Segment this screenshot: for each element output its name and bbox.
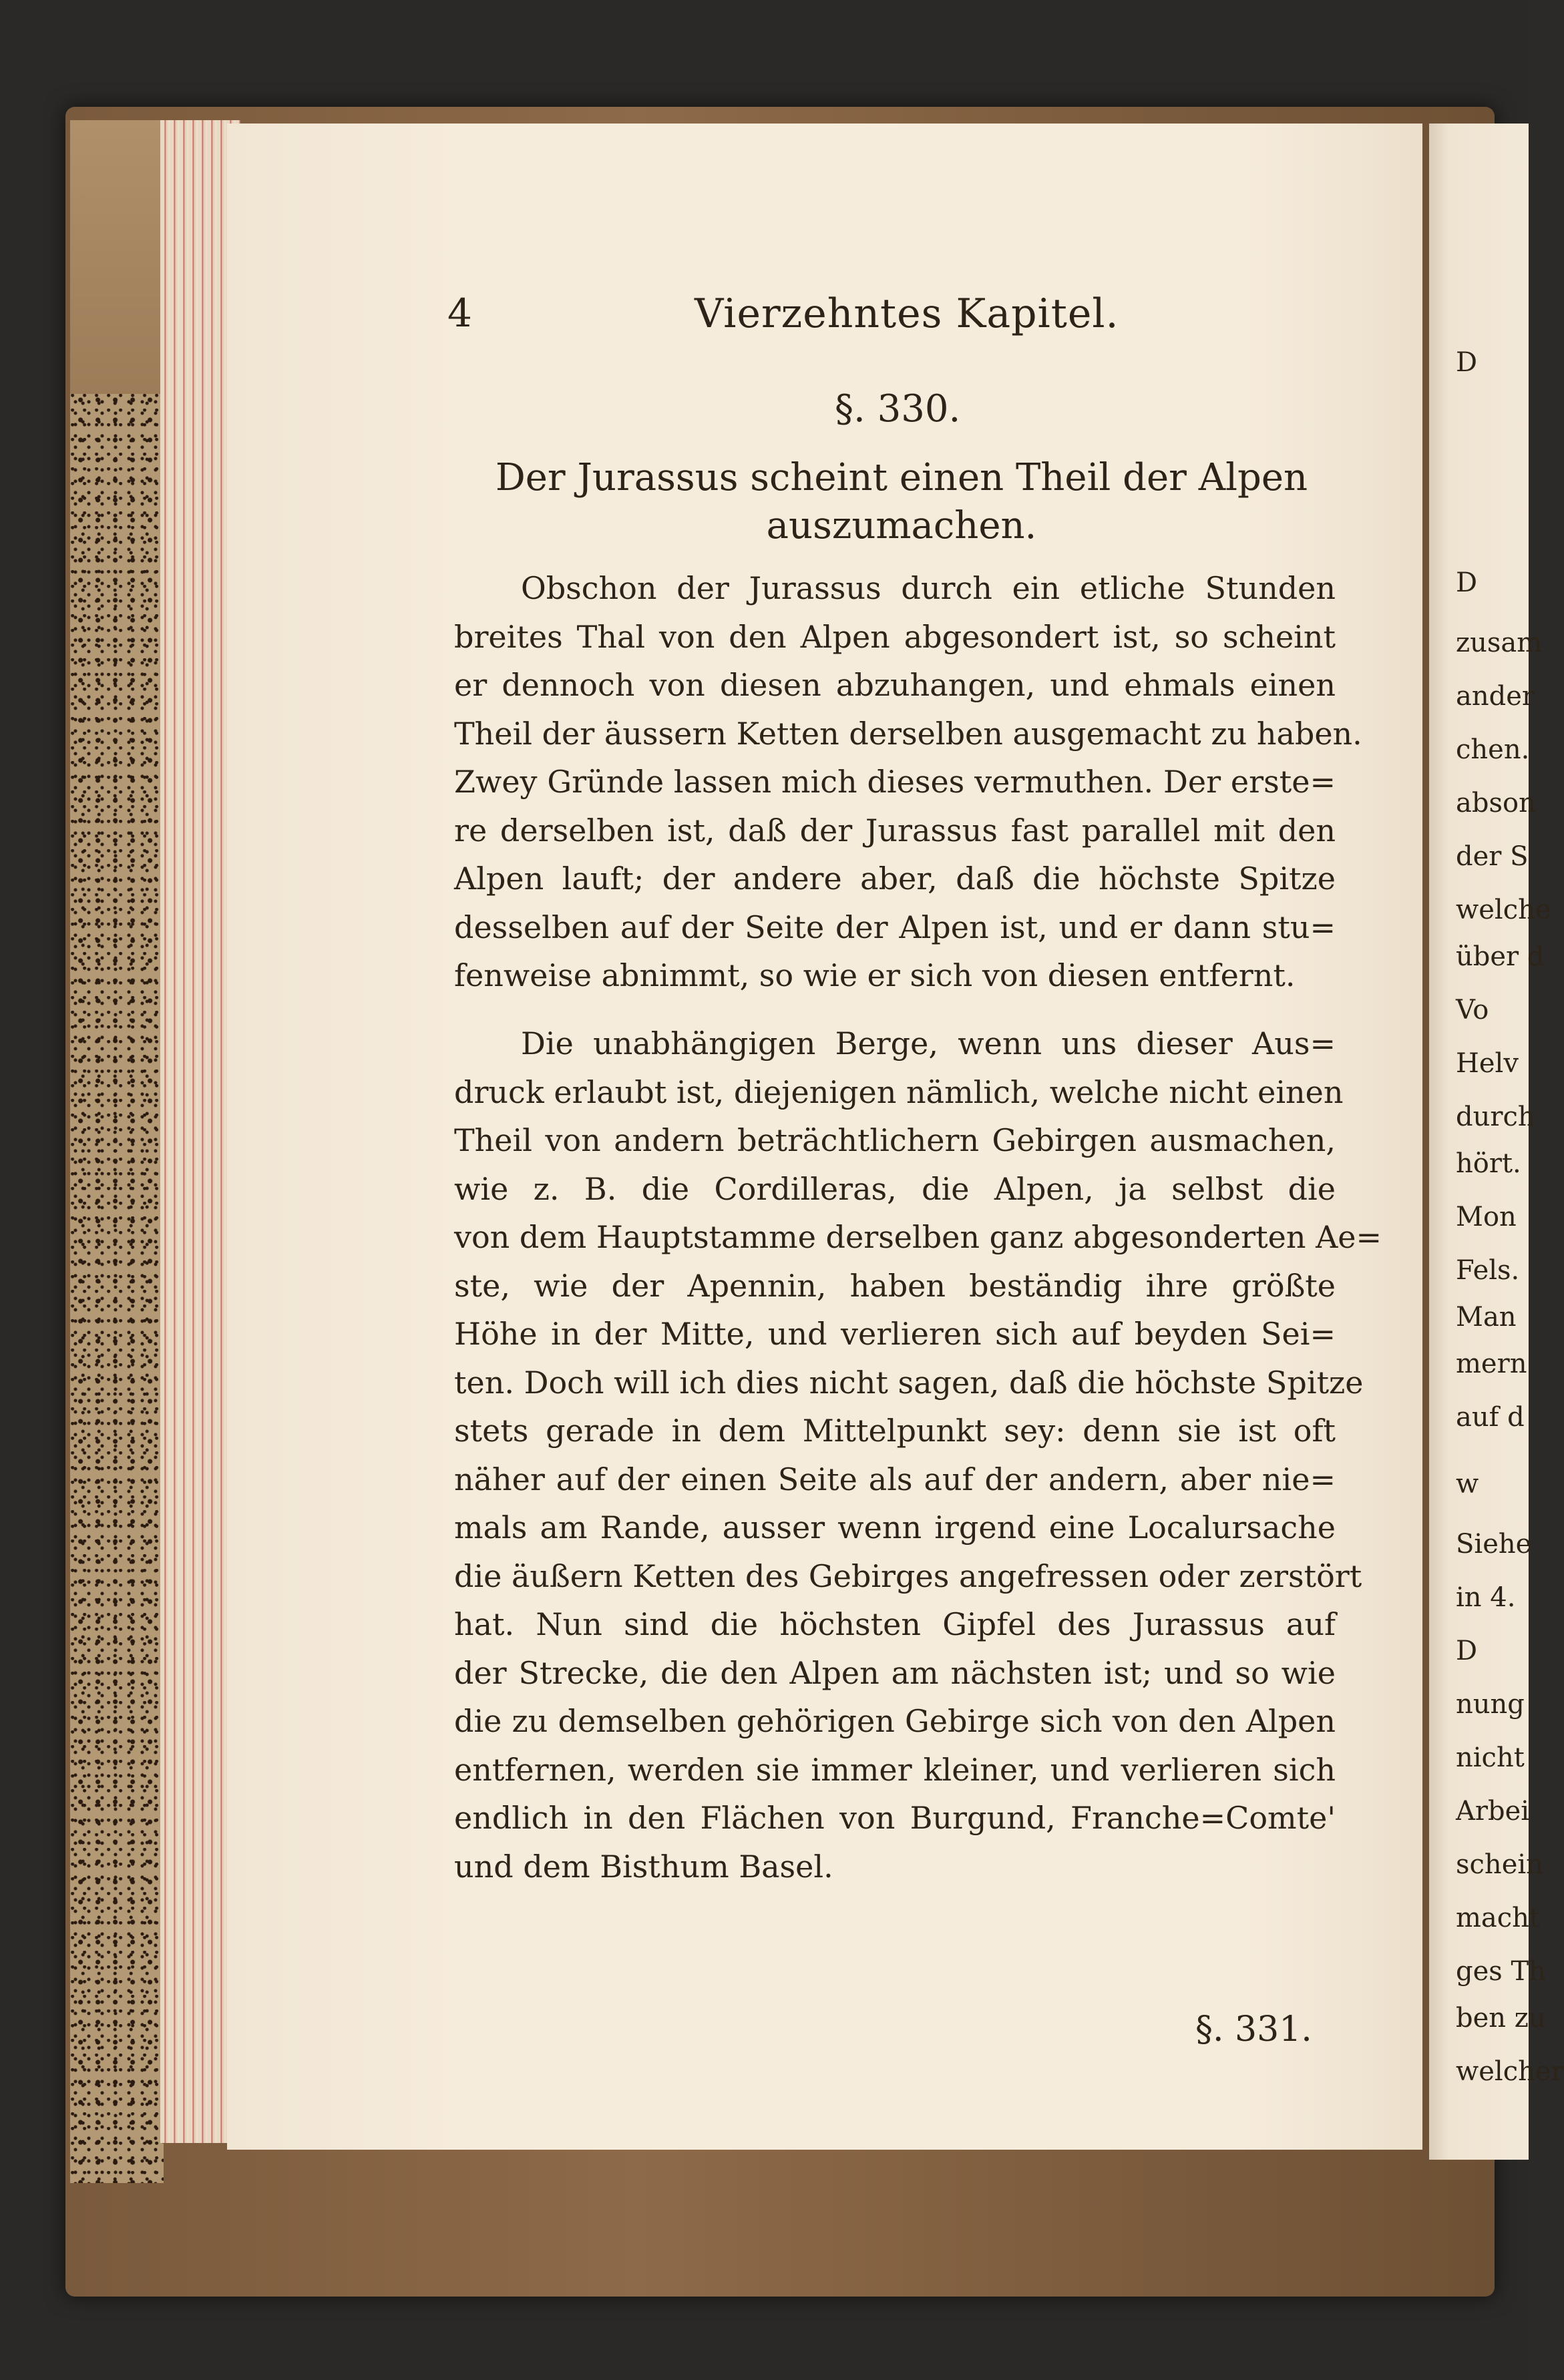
- text-line: er dennoch von diesen abzuhangen, und ehmals einen: [454, 667, 1336, 703]
- facing-page-fragment: abson: [1456, 788, 1536, 818]
- text-line: Obschon der Jurassus durch ein etliche Stunden: [521, 570, 1336, 606]
- facing-page-fragment: auf d: [1456, 1402, 1525, 1433]
- facing-page-fragment: ben zu: [1456, 2003, 1546, 2034]
- text-line: mals am Rande, ausser wenn irgend eine Localursache: [454, 1509, 1336, 1545]
- spine-leather: [70, 120, 164, 401]
- facing-page-fragment: nung: [1456, 1689, 1525, 1720]
- facing-page-fragment: durch: [1456, 1102, 1535, 1132]
- facing-page-fragment: D: [1456, 1636, 1478, 1666]
- text-line: wie z. B. die Cordilleras, die Alpen, ja selbst die: [454, 1170, 1336, 1207]
- text-line: Alpen lauft; der andere aber, daß die höchste Spitze: [454, 861, 1336, 897]
- facing-page-fragment: Man: [1456, 1302, 1517, 1333]
- facing-page-fragment: D: [1456, 347, 1478, 378]
- paragraph-1: [454, 564, 1362, 1000]
- text-line: Theil der äussern Ketten derselben ausgemacht zu haben.: [454, 715, 1362, 752]
- facing-page-fragment: der S: [1456, 841, 1529, 872]
- text-line: Die unabhängigen Berge, wenn uns dieser Aus=: [521, 1025, 1336, 1061]
- facing-page-fragment: ges Th: [1456, 1956, 1546, 1987]
- text-line: von dem Hauptstamme derselben ganz abgesonderten Ae=: [454, 1219, 1382, 1255]
- facing-page-fragment: Fels.: [1456, 1255, 1520, 1286]
- text-line: die zu demselben gehörigen Gebirge sich von den Alpen: [454, 1703, 1336, 1739]
- text-line: endlich in den Flächen von Burgund, Franche=Comte': [454, 1800, 1336, 1836]
- facing-page-fragment: w: [1456, 1469, 1479, 1499]
- text-line: der Strecke, die den Alpen am nächsten ist; und so wie: [454, 1654, 1336, 1691]
- catchword: §. 331.: [1195, 2009, 1312, 2050]
- text-line: fenweise abnimmt, so wie er sich von diesen entfernt.: [454, 957, 1296, 993]
- page-header: [447, 290, 1336, 350]
- facing-page-fragment: schein: [1456, 1849, 1543, 1880]
- section-heading: [467, 454, 1336, 550]
- text-line: entfernen, werden sie immer kleiner, und verlieren sich: [454, 1751, 1336, 1788]
- facing-page-fragment: Arbei: [1456, 1796, 1530, 1827]
- text-line: näher auf der einen Seite als auf der andern, aber nie=: [454, 1461, 1336, 1497]
- facing-page-fragment: chen.: [1456, 734, 1530, 765]
- running-head: Vierzehntes Kapitel.: [695, 290, 1119, 337]
- facing-page-fragment: in 4.: [1456, 1582, 1516, 1613]
- facing-page-fragment: D: [1456, 567, 1478, 598]
- facing-page-fragment: welcher: [1456, 2056, 1564, 2087]
- facing-page-fragment: über d: [1456, 941, 1545, 972]
- section-number: §. 330.: [835, 387, 961, 431]
- facing-page-fragment: Siehe: [1456, 1529, 1532, 1560]
- facing-page-fragment: macht: [1456, 1903, 1541, 1933]
- text-line: breites Thal von den Alpen abgesondert ist, so scheint: [454, 618, 1336, 655]
- text-line: Höhe in der Mitte, und verlieren sich auf beyden Sei=: [454, 1316, 1336, 1352]
- text-line: re derselben ist, daß der Jurassus fast parallel mit den: [454, 812, 1336, 849]
- facing-page-fragment: zusam: [1456, 628, 1543, 658]
- heading-line-2: auszumachen.: [766, 504, 1037, 547]
- facing-page-fragment: Helv: [1456, 1048, 1519, 1079]
- facing-page-fragment: Vo: [1456, 995, 1489, 1025]
- facing-page-fragment: nicht: [1456, 1742, 1525, 1773]
- text-line: stets gerade in dem Mittelpunkt sey: denn sie ist oft: [454, 1413, 1336, 1449]
- facing-page-fragment: mern: [1456, 1349, 1527, 1379]
- facing-page-fragment: hört.: [1456, 1148, 1521, 1179]
- paragraph-2: [454, 1019, 1382, 1891]
- facing-page-fragment: ander: [1456, 681, 1535, 712]
- text-line: Zwey Gründe lassen mich dieses vermuthen. Der erste=: [454, 764, 1336, 800]
- text-line: druck erlaubt ist, diejenigen nämlich, welche nicht einen: [454, 1074, 1344, 1110]
- text-line: ten. Doch will ich dies nicht sagen, daß die höchste Spitze: [454, 1364, 1364, 1401]
- text-line: und dem Bisthum Basel.: [454, 1848, 833, 1885]
- text-line: hat. Nun sind die höchsten Gipfel des Jurassus auf: [454, 1606, 1336, 1642]
- facing-page-fragment: welche: [1456, 895, 1551, 925]
- marbled-spine: [70, 394, 164, 2183]
- heading-line-1: Der Jurassus scheint einen Theil der Alpen: [495, 456, 1308, 499]
- text-line: ste, wie der Apennin, haben beständig ihre größte: [454, 1267, 1336, 1304]
- text-line: desselben auf der Seite der Alpen ist, und er dann stu=: [454, 909, 1336, 945]
- facing-page-fragment: Mon: [1456, 1202, 1517, 1232]
- text-line: die äußern Ketten des Gebirges angefressen oder zerstört: [454, 1558, 1362, 1594]
- page-number: 4: [447, 290, 472, 336]
- text-line: Theil von andern beträchtlichern Gebirgen ausmachen,: [454, 1122, 1336, 1158]
- facing-page: [1429, 124, 1564, 2160]
